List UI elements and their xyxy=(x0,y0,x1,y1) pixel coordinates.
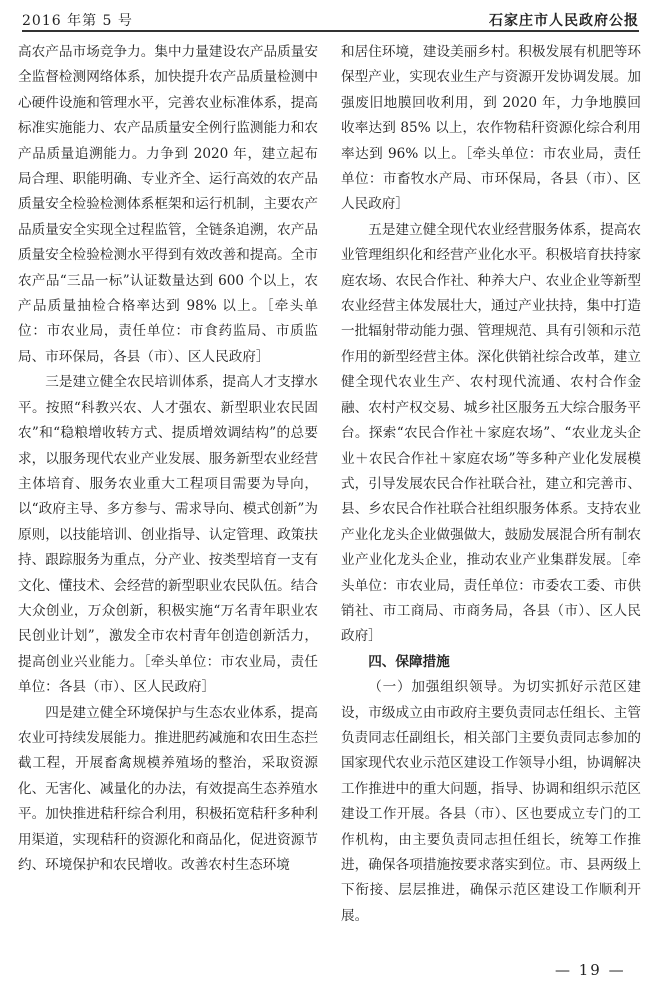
subsection-lead: （一）加强组织领导。 xyxy=(368,679,513,696)
paragraph: 和居住环境，建设美丽乡村。积极发展有机肥等环保型产业，实现农业生产与资源开发协调发展。加强废旧地膜回收利用，到 2020 年，力争地膜回收率达到 85% 以上，农作物秸秆资源化综合利用率达到 96% 以上。［牵头单位：市农业局，责任单位：市畜牧水产局、市环保局，各县（市）、区人民政府］ xyxy=(341,44,641,213)
paragraph-body: 为切实抓好示范区建设，市级成立由市政府主要负责同志任组长、主管负责同志任副组长，相关部门主要负责同志参加的国家现代农业示范区建设工作领导小组，协调解决工作推进中的重大问题，指导、协调和组织示范区建设工作开展。各县（市）、区也要成立专门的工作机构，由主要负责同志担任组长，统筹工作推进，确保各项措施按要求落实到位。市、县两级上下衔接、层层推进，确保示范区建设工作顺利开展。 xyxy=(341,679,642,924)
left-column xyxy=(18,40,318,878)
page-number: — 19 — xyxy=(555,961,626,979)
paragraph: 四是建立健全环境保护与生态农业体系，提高农业可持续发展能力。推进肥药减施和农田生态拦截工程，开展畜禽规模养殖场的整治，采取资源化、无害化、减量化的办法，有效提高生态养殖水平。加快推进秸秆综合利用，积极拓宽秸秆多种利用渠道，实现秸秆的资源化和商品化，促进资源节约、环境保护和农民增收。改善农村生态环境 xyxy=(18,704,318,873)
paragraph: 三是建立健全农民培训体系，提高人才支撑水平。按照“科教兴农、人才强农、新型职业农民固农”和“稳粮增收转方式、提质增效调结构”的总要求，以服务现代农业产业发展、服务新型农业经营主体培育、服务农业重大工程项目需要为导向，以“政府主导、多方参与、需求导向、模式创新”为原则，以技能培训、创业指导、认定管理、政策扶持、跟踪服务为重点，分产业、按类型培育一支有文化、懂技术、会经营的新型职业农民队伍。结合大众创业，万众创新，积极实施“万名青年职业农民创业计划”，激发全市农村青年创造创新活力，提高创业兴业能力。［牵头单位：市农业局，责任单位：各县（市）、区人民政府］ xyxy=(18,374,318,696)
section-heading: 四、保障措施 xyxy=(368,653,450,670)
right-column xyxy=(341,40,641,929)
page-header xyxy=(22,8,639,32)
paragraph xyxy=(341,675,641,929)
paragraph: 五是建立健全现代农业经营服务体系，提高农业管理组织化和经营产业化水平。积极培育扶持家庭农场、农民合作社、种养大户、农业企业等新型农业经营主体发展壮大，通过产业扶持，集中打造一批辐射带动能力强、管理规范、具有引领和示范作用的新型经营主体。深化供销社综合改革，建立健全现代农业生产、农村现代流通、农村合作金融、农村产权交易、城乡社区服务五大综合服务平台。探索“农民合作社＋家庭农场”、“农业龙头企业＋农民合作社＋家庭农场”等多种产业化发展模式，引导发展农民合作社联合社，建立和完善市、县、乡农民合作社联合社组织服务体系。支持农业产业化龙头企业做强做大，鼓励发展混合所有制农业产业化龙头企业，推动农业产业集群发展。［牵头单位：市农业局，责任单位：市委农工委、市供销社、市工商局、市商务局，各县（市）、区人民政府］ xyxy=(341,221,641,645)
publication-title: 石家庄市人民政府公报 xyxy=(489,13,639,29)
issue-label: 2016 年第 5 号 xyxy=(22,13,133,29)
paragraph: 高农产品市场竞争力。集中力量建设农产品质量安全监督检测网络体系，加快提升农产品质量检测中心硬件设施和管理水平，完善农业标准体系，提高标准实施能力、农产品质量安全例行监测能力和农产品质量追溯能力。力争到 2020 年，建立起布局合理、职能明确、专业齐全、运行高效的农产品质量安全检验检测体系框架和运行机制，主要农产品质量安全实现全过程监管，全链条追溯，农产品质量安全检验检测水平得到有效改善和提高。全市农产品“三品一标”认证数量达到 600 个以上，农产品质量抽检合格率达到 98% 以上。［牵头单位：市农业局，责任单位：市食药监局、市质监局、市环保局，各县（市）、区人民政府］ xyxy=(18,44,318,365)
